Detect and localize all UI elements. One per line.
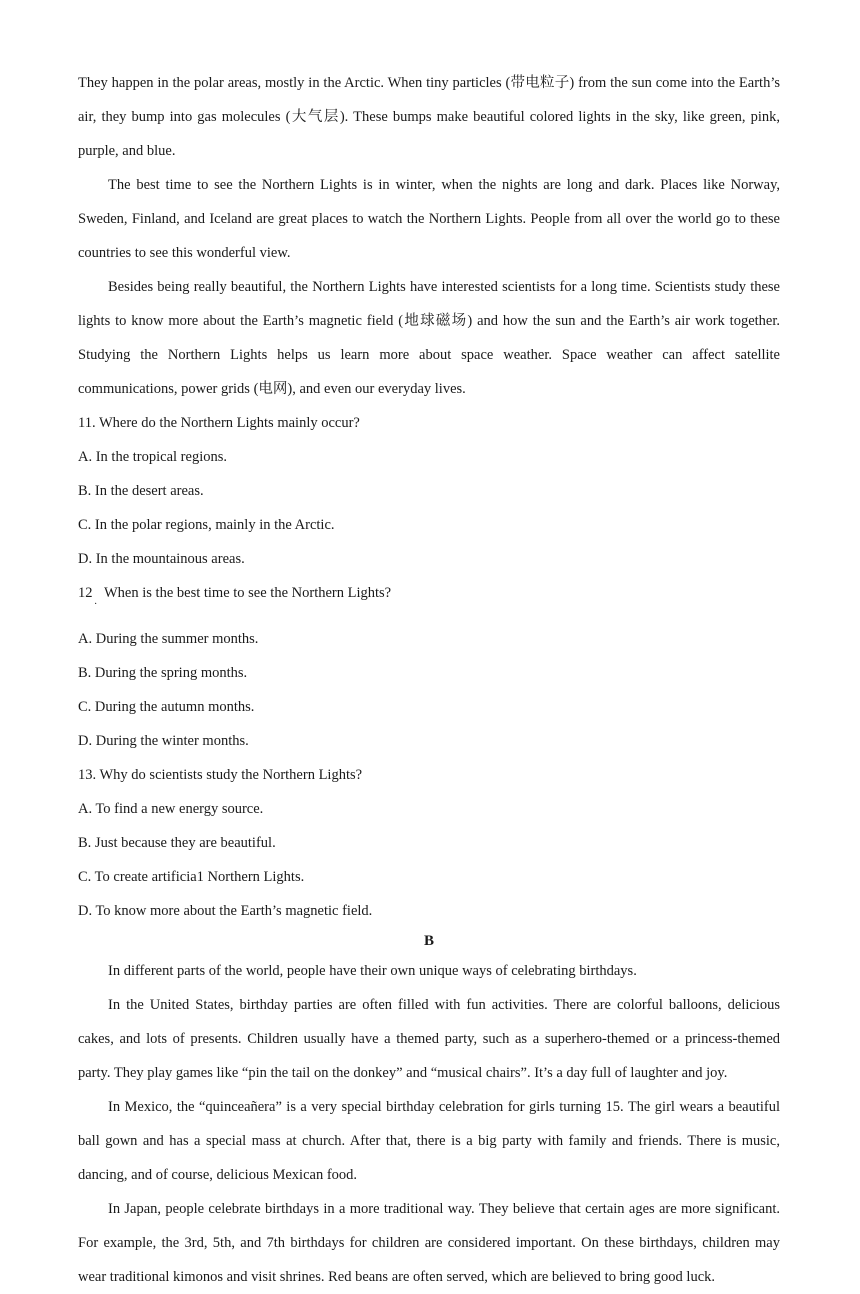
question-11-option-a: A. In the tropical regions. [78,449,227,465]
passage-b-paragraph-3: In Mexico, the “quinceañera” is a very special birthday celebration for girls turning 15. The girl wears a beautiful ball gown and has a special mass at church. After that, there is a big party with family and friends. There is music, dancing, and of course, delicious Mexican food. [78,1099,780,1183]
question-12-dot: · [94,599,98,610]
question-13-option-c: C. To create artificia1 Northern Lights. [78,869,305,885]
passage-b-paragraph-4: In Japan, people celebrate birthdays in a more traditional way. They believe that certain ages are more significant. For example, the 3rd, 5th, and 7th birthdays for children are considered important. On these birthdays, children may wear traditional kimonos and visit shrines. Red beans are often served, which are believed to bring good luck. [78,1201,780,1285]
question-13 [78,758,780,928]
question-12-stem [78,576,780,610]
question-11-options [78,440,780,576]
question-11-option-b: B. In the desert areas. [78,483,204,499]
question-12-text: When is the best time to see the Northern Lights? [104,585,392,601]
question-12-option-d: D. During the winter months. [78,733,249,749]
question-13-stem: 13. Why do scientists study the Northern Lights? [78,767,363,783]
question-12-option-c: C. During the autumn months. [78,699,255,715]
question-11-stem: 11. Where do the Northern Lights mainly occur? [78,415,360,431]
question-13-options [78,792,780,928]
passage-a-paragraph-1: They happen in the polar areas, mostly in the Arctic. When tiny particles (带电粒子) from the sun come into the Earth’s air, they bump into gas molecules (大气层). These bumps make beautiful colored lights in the sky, like green, pink, purple, and blue. [78,75,780,159]
question-13-option-b: B. Just because they are beautiful. [78,835,276,851]
question-11 [78,406,780,576]
question-13-option-a: A. To find a new energy source. [78,801,264,817]
passage-a-paragraph-3: Besides being really beautiful, the Northern Lights have interested scientists for a long time. Scientists study these lights to know more about the Earth’s magnetic field (地球磁场) and how the sun and the Earth’s air work together. Studying the Northern Lights helps us learn more about space weather. Space weather can affect satellite communications, power grids (电网), and even our everyday lives. [78,279,780,397]
question-12-number: 12 [78,585,93,601]
question-12-spacer [78,610,780,622]
question-13-option-d: D. To know more about the Earth’s magnetic field. [78,903,373,919]
document-page [78,66,780,1294]
question-12-option-a: A. During the summer months. [78,631,259,647]
question-11-option-c: C. In the polar regions, mainly in the Arctic. [78,517,335,533]
question-11-option-d: D. In the mountainous areas. [78,551,245,567]
passage-b-paragraph-2: In the United States, birthday parties are often filled with fun activities. There are colorful balloons, delicious cakes, and lots of presents. Children usually have a themed party, such as a superhero-themed or a princess-themed party. They play games like “pin the tail on the donkey” and “musical chairs”. It’s a day full of laughter and joy. [78,997,780,1081]
passage-b-paragraph-1: In different parts of the world, people have their own unique ways of celebrating birthdays. [108,963,637,979]
question-12-options [78,622,780,758]
question-12-option-b: B. During the spring months. [78,665,248,681]
passage-a-paragraph-2: The best time to see the Northern Lights is in winter, when the nights are long and dark. Places like Norway, Sweden, Finland, and Iceland are great places to watch the Northern Lights. People from all over the world go to these countries to see this wonderful view. [78,177,780,261]
passage-b-heading: B [423,933,434,949]
question-12 [78,576,780,758]
